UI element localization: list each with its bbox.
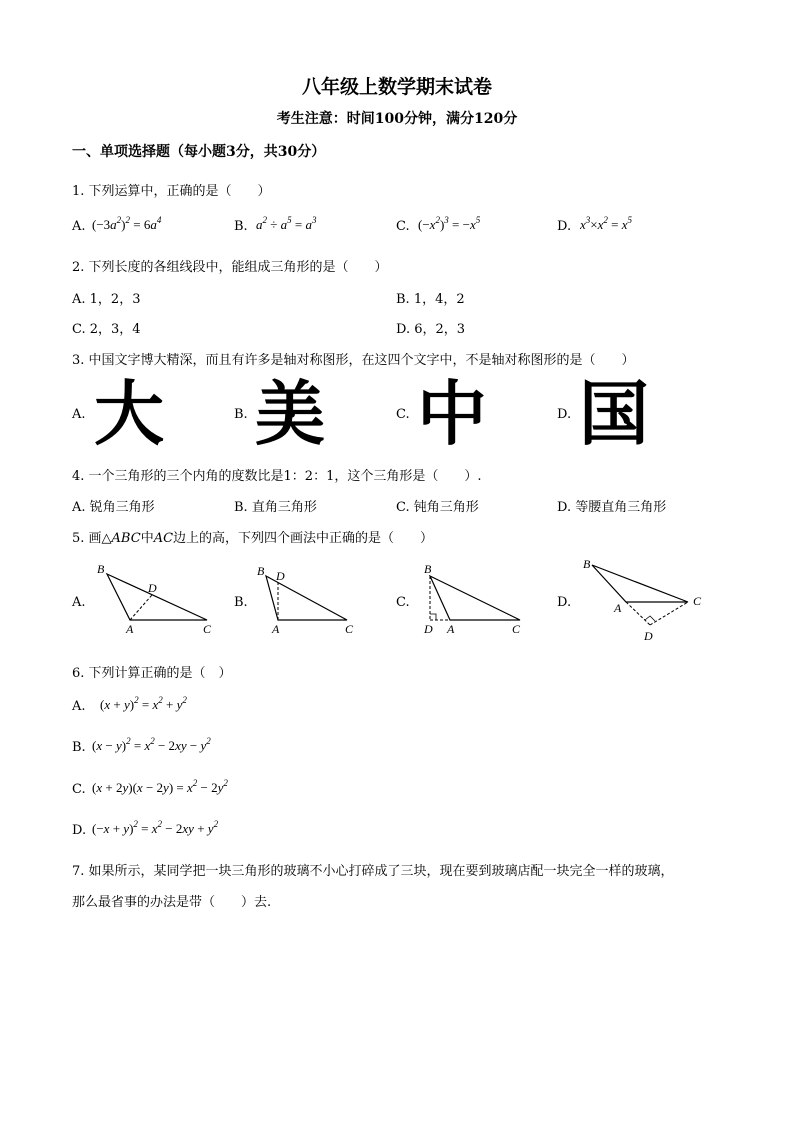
q5-stem-abc: ABC <box>111 531 141 546</box>
q5-figure-c <box>416 558 546 638</box>
q3-option-a-label: A. <box>72 407 86 422</box>
q6-option-d-label: D. <box>72 823 87 838</box>
q6-option-c-label: C. <box>72 782 86 797</box>
q3-char-mei-glyph: 美 <box>255 373 325 455</box>
q6-option-b-label: B. <box>72 740 86 755</box>
q1-option-d-formula: $x^3\times x^2 = x^5$ <box>580 215 633 232</box>
page-title: 八年级上数学期末试卷 <box>301 76 492 98</box>
section-heading: 一、单项选择题（每小题3分，共30分） <box>72 144 326 160</box>
q5-option-c-label: C. <box>396 595 410 610</box>
question-2-stem: 2. 下列长度的各组线段中，能组成三角形的是（ ） <box>72 260 388 275</box>
question-5-stem <box>72 527 433 546</box>
q1-option-a-formula: $(-3a^2)^2 = 6a^4$ <box>92 215 162 232</box>
q4-option-b: B. 直角三角形 <box>234 500 317 515</box>
q2-option-b: B. 1，4，2 <box>396 292 465 307</box>
q5b-label-a: A <box>272 622 280 636</box>
exam-notice: 考生注意：时间100分钟，满分120分 <box>276 111 518 127</box>
q1-option-a-label: A. <box>72 219 86 234</box>
q5d-label-a: A <box>614 601 622 615</box>
q6-option-b-formula: $(x - y)^2 = x^2 - 2xy - y^2$ <box>92 736 211 753</box>
q4-option-d: D. 等腰直角三角形 <box>557 500 667 515</box>
q5d-label-c: C <box>693 594 702 608</box>
q5a-label-d: D <box>148 581 157 595</box>
q5-stem-ac: AC <box>153 531 174 546</box>
q1-option-c-formula: $(-x^2)^3 = -x^5$ <box>418 215 481 232</box>
q1-option-b-label: B. <box>234 219 248 234</box>
q2-option-c: C. 2，3，4 <box>72 322 141 337</box>
q5c-label-a: A <box>447 622 455 636</box>
q2-option-d: D. 6，2，3 <box>396 322 466 337</box>
q5a-label-b: B <box>97 562 105 576</box>
q3-option-d-label: D. <box>557 407 572 422</box>
q6-option-c-formula: $(x + 2y)(x - 2y) = x^2 - 2y^2$ <box>92 778 228 795</box>
q5-figure-d <box>578 555 718 647</box>
q5-option-d-label: D. <box>557 595 572 610</box>
question-7-line-1: 7. 如果所示，某同学把一块三角形的玻璃不小心打碎成了三块，现在要到玻璃店配一块完全一样的玻璃， <box>72 864 674 879</box>
q5c-label-c: C <box>512 622 521 636</box>
q5-stem-pre: 5. 画△ <box>72 531 112 546</box>
question-3-stem: 3. 中国文字博大精深，而且有许多是轴对称图形，在这四个文字中，不是轴对称图形的是（ ） <box>72 353 635 368</box>
q1-option-c-label: C. <box>396 219 410 234</box>
q5a-label-a: A <box>126 622 134 636</box>
q3-option-b-label: B. <box>234 407 248 422</box>
q5d-label-d: D <box>644 629 653 643</box>
q6-option-a-formula: $(x + y)^2 = x^2 + y^2$ <box>100 695 187 712</box>
q5-option-a-label: A. <box>72 595 86 610</box>
q1-option-d-label: D. <box>557 219 572 234</box>
q3-char-da-glyph: 大 <box>94 373 164 455</box>
q5-figure-b <box>252 558 382 638</box>
question-7-line-2: 那么最省事的办法是带（ ）去. <box>72 895 272 910</box>
question-1-stem: 1. 下列运算中，正确的是（ ） <box>72 184 271 199</box>
q1-option-b-formula: $a^2 \div a^5 = a^3$ <box>256 215 317 232</box>
q3-char-guo-glyph: 国 <box>579 373 649 455</box>
question-4-stem: 4. 一个三角形的三个内角的度数比是1：2：1，这个三角形是（ ）. <box>72 469 482 484</box>
q3-option-c-label: C. <box>396 407 410 422</box>
q5b-label-d: D <box>276 569 285 583</box>
q5-stem-post: 边上的高，下列四个画法中正确的是（ ） <box>173 531 434 546</box>
q5c-label-d: D <box>424 622 433 636</box>
q5d-label-b: B <box>583 557 591 571</box>
q4-option-c: C. 钝角三角形 <box>396 500 479 515</box>
q3-char-zhong <box>416 373 488 455</box>
q3-char-da <box>93 373 165 455</box>
q6-option-d-formula: $(-x + y)^2 = x^2 - 2xy + y^2$ <box>92 819 219 836</box>
q5-figure-a <box>92 558 222 638</box>
q2-option-a: A. 1，2，3 <box>72 292 141 307</box>
q5b-label-b: B <box>257 564 265 578</box>
q3-char-zhong-glyph: 中 <box>417 373 487 455</box>
q5-stem-mid: 中 <box>140 531 154 546</box>
q5a-label-c: C <box>203 622 212 636</box>
q4-option-a: A. 锐角三角形 <box>72 500 155 515</box>
q5b-label-c: C <box>345 622 354 636</box>
q3-char-guo <box>578 373 650 455</box>
q5c-label-b: B <box>424 562 432 576</box>
question-6-stem: 6. 下列计算正确的是（ ） <box>72 666 232 681</box>
q5-option-b-label: B. <box>234 595 248 610</box>
q6-option-a-label: A. <box>72 699 86 714</box>
q3-char-mei <box>254 373 326 455</box>
